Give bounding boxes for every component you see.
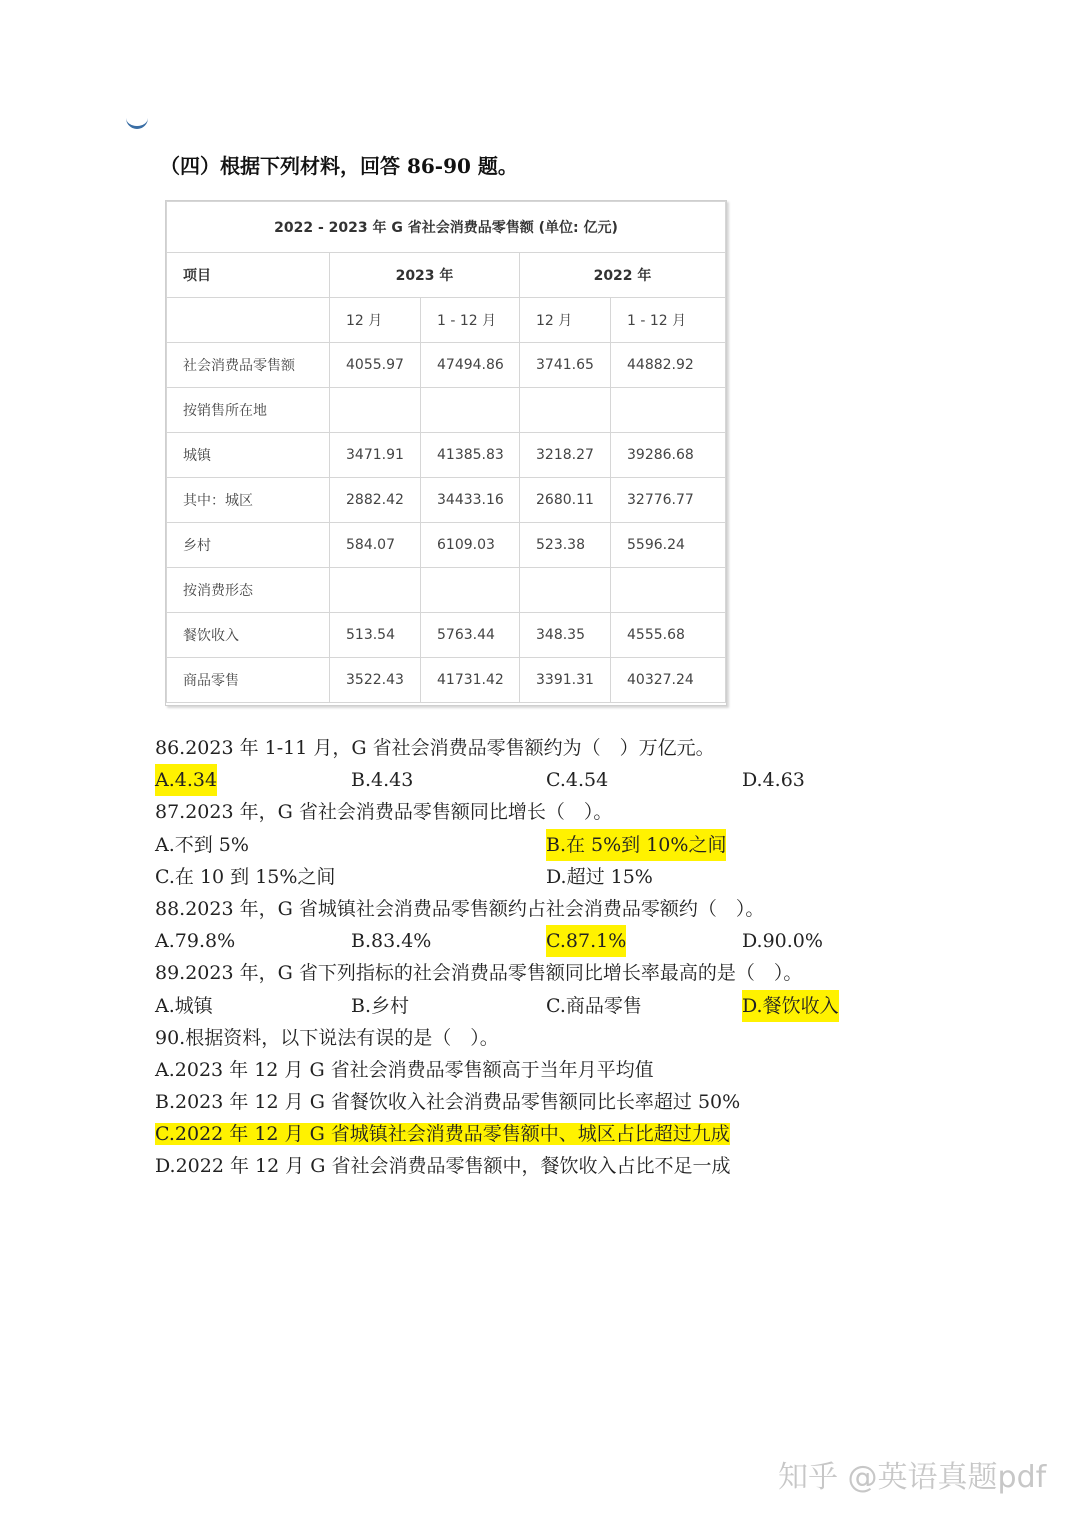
option-86-c: C.4.54 (546, 769, 609, 792)
row-label: 乡村 (167, 523, 330, 568)
cell (520, 568, 611, 613)
cell: 32776.77 (611, 478, 726, 523)
row-label: 社会消费品零售额 (167, 343, 330, 388)
cell: 4055.97 (330, 343, 421, 388)
cell: 34433.16 (421, 478, 520, 523)
row-label: 按销售所在地 (167, 388, 330, 433)
cell (421, 388, 520, 433)
cell: 3391.31 (520, 658, 611, 703)
header-year-2023: 2023 年 (330, 253, 520, 298)
option-86-a: A.4.34 (155, 764, 217, 796)
cell (330, 568, 421, 613)
option-86-b: B.4.43 (351, 769, 414, 792)
cell (611, 388, 726, 433)
cell: 44882.92 (611, 343, 726, 388)
question-86-stem: 86.2023 年 1-11 月，G 省社会消费品零售额约为（ ）万亿元。 (155, 737, 715, 759)
option-87-b: B.在 5%到 10%之间 (546, 829, 726, 861)
option-88-d: D.90.0% (742, 930, 823, 953)
option-87-a: A.不到 5% (155, 833, 249, 856)
question-86-options (155, 764, 915, 796)
option-88-c: C.87.1% (546, 925, 626, 957)
row-label: 餐饮收入 (167, 613, 330, 658)
table-row (167, 658, 726, 703)
option-87-c: C.在 10 到 15%之间 (155, 865, 336, 888)
table-row (167, 523, 726, 568)
option-89-c: C.商品零售 (546, 994, 642, 1017)
sub-header: 1 - 12 月 (421, 298, 520, 343)
table-row (167, 613, 726, 658)
table-row (167, 433, 726, 478)
option-90-d: D.2022 年 12 月 G 省社会消费品零售额中，餐饮收入占比不足一成 (155, 1155, 731, 1178)
option-89-b: B.乡村 (351, 994, 410, 1017)
question-87-options-ab (155, 829, 915, 861)
header-blank (167, 298, 330, 343)
cell: 6109.03 (421, 523, 520, 568)
cell: 3522.43 (330, 658, 421, 703)
cell: 41731.42 (421, 658, 520, 703)
question-90-stem: 90.根据资料，以下说法有误的是（ ）。 (155, 1026, 499, 1049)
sub-header: 12 月 (520, 298, 611, 343)
cell: 2680.11 (520, 478, 611, 523)
table-row (167, 568, 726, 613)
cell: 5596.24 (611, 523, 726, 568)
question-87-stem: 87.2023 年，G 省社会消费品零售额同比增长（ ）。 (155, 801, 613, 824)
question-89-options (155, 990, 915, 1022)
option-90-a: A.2023 年 12 月 G 省社会消费品零售额高于当年月平均值 (155, 1058, 654, 1081)
sub-header: 1 - 12 月 (611, 298, 726, 343)
question-88-options (155, 925, 915, 957)
option-89-a: A.城镇 (155, 994, 213, 1017)
option-88-a: A.79.8% (155, 930, 236, 953)
cell (520, 388, 611, 433)
question-89-stem: 89.2023 年，G 省下列指标的社会消费品零售额同比增长率最高的是（ ）。 (155, 962, 803, 985)
questions (155, 732, 915, 1183)
option-90-c: C.2022 年 12 月 G 省城镇社会消费品零售额中、城区占比超过九成 (155, 1123, 730, 1146)
table-caption: 2022 - 2023 年 G 省社会消费品零售额 (单位: 亿元) (167, 202, 726, 253)
watermark: 知乎 @英语真题pdf (778, 1460, 1047, 1495)
cell: 2882.42 (330, 478, 421, 523)
question-87-options-cd (155, 861, 915, 893)
row-label: 其中：城区 (167, 478, 330, 523)
cell (421, 568, 520, 613)
option-87-d: D.超过 15% (546, 865, 653, 888)
cell: 47494.86 (421, 343, 520, 388)
blue-corner-mark (126, 116, 148, 129)
option-90-c-row (155, 1118, 915, 1150)
option-89-d: D.餐饮收入 (742, 990, 839, 1022)
cell: 40327.24 (611, 658, 726, 703)
cell: 41385.83 (421, 433, 520, 478)
cell: 513.54 (330, 613, 421, 658)
data-table (165, 200, 727, 706)
sub-header: 12 月 (330, 298, 421, 343)
cell: 5763.44 (421, 613, 520, 658)
table-row (167, 343, 726, 388)
row-label: 商品零售 (167, 658, 330, 703)
option-90-b: B.2023 年 12 月 G 省餐饮收入社会消费品零售额同比长率超过 50% (155, 1091, 741, 1114)
row-label: 城镇 (167, 433, 330, 478)
cell: 39286.68 (611, 433, 726, 478)
table-row (167, 478, 726, 523)
option-88-b: B.83.4% (351, 930, 432, 953)
table-row (167, 388, 726, 433)
question-88-stem: 88.2023 年，G 省城镇社会消费品零售额约占社会消费品零额约（ ）。 (155, 897, 765, 920)
header-year-2022: 2022 年 (520, 253, 726, 298)
header-item: 项目 (167, 253, 330, 298)
section-title: （四）根据下列材料，回答 86-90 题。 (160, 154, 518, 178)
cell: 4555.68 (611, 613, 726, 658)
row-label: 按消费形态 (167, 568, 330, 613)
cell: 584.07 (330, 523, 421, 568)
cell (611, 568, 726, 613)
cell: 523.38 (520, 523, 611, 568)
cell: 3218.27 (520, 433, 611, 478)
option-86-d: D.4.63 (742, 769, 805, 792)
cell: 3741.65 (520, 343, 611, 388)
cell: 3471.91 (330, 433, 421, 478)
cell: 348.35 (520, 613, 611, 658)
cell (330, 388, 421, 433)
